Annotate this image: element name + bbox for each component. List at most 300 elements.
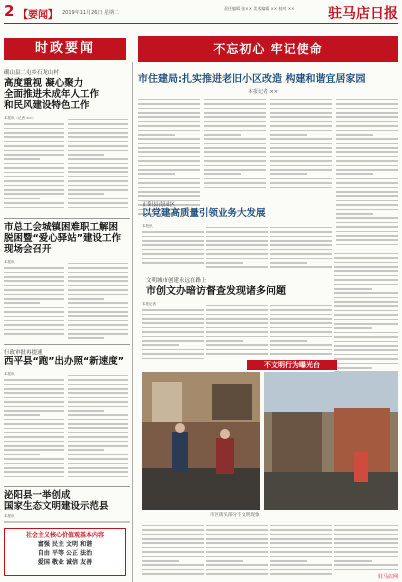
text-line <box>270 353 332 355</box>
text-line <box>336 112 398 114</box>
text-line <box>68 441 128 443</box>
article-3-body <box>142 224 204 268</box>
article-1-body <box>4 116 64 212</box>
article-6-body <box>4 372 64 482</box>
byline: 本报讯（记者 ××） <box>4 116 36 120</box>
article-1-kicker: 确山县二屯乡石龙山村 <box>4 70 60 76</box>
text-line <box>334 569 398 571</box>
text-line <box>334 547 398 549</box>
text-line <box>68 123 128 125</box>
text-line <box>68 294 128 296</box>
text-line <box>138 99 200 101</box>
text-line <box>336 108 398 110</box>
text-line <box>4 388 64 390</box>
text-line <box>334 363 398 365</box>
text-line <box>68 171 128 173</box>
text-line <box>4 207 64 209</box>
text-line <box>142 231 204 233</box>
text-line <box>68 307 128 309</box>
text-line <box>4 267 64 269</box>
article-2-body-col4 <box>336 96 398 246</box>
issue-date: 2019年11月26日 星期二 <box>62 10 120 16</box>
text-line <box>142 556 204 558</box>
text-line <box>68 333 128 335</box>
text-line <box>138 143 200 145</box>
text-line <box>334 564 398 566</box>
text-line <box>68 449 104 451</box>
text-line <box>334 551 398 553</box>
text-line <box>270 262 307 264</box>
text-line <box>4 163 64 165</box>
text-line <box>4 423 64 425</box>
text-line <box>204 151 266 153</box>
text-line <box>4 384 64 386</box>
text-line <box>270 125 332 127</box>
text-line <box>204 182 266 184</box>
text-line <box>204 165 266 167</box>
article-2-body-col2 <box>204 96 266 192</box>
text-line <box>206 236 268 238</box>
text-line <box>68 432 128 434</box>
text-line <box>334 327 372 329</box>
text-line <box>68 458 128 460</box>
text-line <box>270 322 332 324</box>
text-line <box>270 227 332 229</box>
text-line <box>270 266 332 268</box>
text-line <box>68 285 128 287</box>
text-line <box>334 332 398 334</box>
text-line <box>336 143 398 145</box>
text-line <box>270 182 332 184</box>
text-line <box>68 263 128 265</box>
article-5-kicker: 文明城市创建永远在路上 <box>146 278 207 284</box>
text-line <box>138 130 200 132</box>
column-divider <box>132 62 133 582</box>
text-line <box>334 266 398 268</box>
text-line <box>142 538 204 540</box>
text-line <box>68 476 128 478</box>
text-line <box>68 180 128 182</box>
article-5-body-bottom-2 <box>206 522 268 578</box>
text-line <box>4 145 64 147</box>
text-line <box>204 103 266 105</box>
text-line <box>270 112 332 114</box>
text-line <box>68 176 128 178</box>
text-line <box>334 257 398 259</box>
article-7-body <box>4 514 130 526</box>
text-line <box>270 331 332 333</box>
text-line <box>4 324 64 326</box>
text-line <box>334 284 398 286</box>
text-line <box>206 538 268 540</box>
text-line <box>138 195 200 197</box>
text-line <box>138 151 200 153</box>
text-line <box>4 141 64 143</box>
text-line <box>68 329 128 331</box>
text-line <box>204 99 266 101</box>
text-line <box>142 358 204 360</box>
text-line <box>336 209 398 211</box>
theme-banner: 不忘初心 牢记使命 <box>138 36 398 62</box>
text-line <box>68 397 128 399</box>
text-line <box>206 309 268 311</box>
text-line <box>4 289 64 291</box>
text-line <box>270 121 332 123</box>
text-line <box>142 253 204 255</box>
text-line <box>334 542 398 544</box>
text-line <box>270 249 332 251</box>
core-values-title: 社会主义核心价值观基本内容 <box>25 532 104 539</box>
text-line <box>334 367 372 369</box>
text-line <box>4 311 64 313</box>
text-line <box>4 172 64 174</box>
text-line <box>204 138 266 140</box>
text-line <box>68 320 128 322</box>
text-line <box>206 322 268 324</box>
text-line <box>270 340 307 342</box>
text-line <box>204 173 241 175</box>
text-line <box>4 379 64 381</box>
text-line <box>270 569 332 571</box>
text-line <box>270 253 332 255</box>
text-line <box>270 116 332 118</box>
article-5-body-bottom-4 <box>334 522 398 572</box>
text-line <box>4 454 40 456</box>
text-line <box>138 112 200 114</box>
text-line <box>4 302 40 304</box>
text-line <box>336 173 373 175</box>
text-line <box>204 121 266 123</box>
text-line <box>68 280 128 282</box>
text-line <box>68 445 128 447</box>
text-line <box>336 147 398 149</box>
text-line <box>334 556 398 558</box>
text-line <box>270 560 307 562</box>
text-line <box>4 410 64 412</box>
text-line <box>68 471 128 473</box>
text-line <box>270 547 332 549</box>
news-photo-2 <box>264 372 398 510</box>
text-line <box>4 476 64 478</box>
text-line <box>270 99 332 101</box>
text-line <box>336 239 398 241</box>
text-line <box>142 318 204 320</box>
article-4-title: 市总工会城镇困难职工解困 脱困暨“爱心驿站”建设工作 现场会召开 <box>4 222 121 255</box>
text-line <box>4 406 64 408</box>
text-line <box>138 134 175 136</box>
text-line <box>206 340 243 342</box>
text-line <box>68 150 128 152</box>
text-line <box>68 467 128 469</box>
text-line <box>334 534 398 536</box>
byline: 本报记者 <box>142 302 156 306</box>
text-line <box>4 176 64 178</box>
text-line <box>270 178 332 180</box>
article-3-kicker: 正阳县南园区 <box>142 202 176 208</box>
text-line <box>336 169 398 171</box>
text-line <box>142 569 204 571</box>
text-line <box>206 556 268 558</box>
text-line <box>68 132 128 134</box>
text-line <box>206 318 268 320</box>
text-line <box>142 525 204 527</box>
text-line <box>4 329 64 331</box>
text-line <box>4 414 40 416</box>
text-line <box>4 471 64 473</box>
text-line <box>68 207 128 209</box>
text-line <box>270 349 332 351</box>
text-line <box>336 134 373 136</box>
text-line <box>4 392 64 394</box>
text-line <box>336 213 373 215</box>
text-line <box>142 560 179 562</box>
text-line <box>270 240 332 242</box>
byline: 本报讯 <box>4 514 15 518</box>
article-5-body-col3 <box>270 302 332 356</box>
text-line <box>204 178 266 180</box>
text-line <box>206 249 268 251</box>
text-line <box>142 534 204 536</box>
text-line <box>68 337 104 339</box>
masthead: 驻马店日报 <box>328 6 398 22</box>
text-line <box>334 349 398 351</box>
text-line <box>206 547 268 549</box>
text-line <box>4 333 64 335</box>
text-line <box>138 121 200 123</box>
text-line <box>270 305 332 307</box>
text-line <box>68 384 128 386</box>
text-line <box>270 534 332 536</box>
text-line <box>68 410 104 412</box>
text-line <box>334 279 398 281</box>
text-line <box>68 463 128 465</box>
section-banner: 时政要闻 <box>4 38 126 60</box>
text-line <box>68 419 128 421</box>
text-line <box>68 289 128 291</box>
text-line <box>142 547 204 549</box>
text-line <box>4 202 64 204</box>
text-line <box>334 288 372 290</box>
text-line <box>4 467 64 469</box>
text-line <box>138 125 200 127</box>
text-line <box>68 119 128 121</box>
text-line <box>4 285 64 287</box>
text-line <box>334 319 398 321</box>
text-line <box>142 262 204 264</box>
divider <box>4 344 130 345</box>
text-line <box>336 200 398 202</box>
text-line <box>142 322 204 324</box>
article-5-body <box>142 302 204 364</box>
text-line <box>4 132 64 134</box>
article-3-body-col2 <box>206 224 268 268</box>
text-line <box>68 193 104 195</box>
text-line <box>336 182 398 184</box>
text-line <box>68 185 128 187</box>
article-2-body <box>138 96 200 216</box>
text-line <box>4 198 40 200</box>
text-line <box>142 564 204 566</box>
core-values-row: 自由 平等 公正 法治 <box>37 550 93 557</box>
text-line <box>4 320 64 322</box>
text-line <box>270 573 332 575</box>
text-line <box>270 236 332 238</box>
text-line <box>142 336 204 338</box>
text-line <box>336 156 398 158</box>
text-line <box>270 525 332 527</box>
article-7-title: 泌阳县一举创成 国家生态文明建设示范县 <box>4 490 109 512</box>
text-line <box>4 128 64 130</box>
text-line <box>4 298 64 300</box>
text-line <box>4 189 64 191</box>
text-line <box>142 340 204 342</box>
text-line <box>68 128 128 130</box>
text-line <box>270 538 332 540</box>
text-line <box>142 344 179 346</box>
text-line <box>138 156 200 158</box>
text-line <box>270 258 332 260</box>
text-line <box>334 270 398 272</box>
text-line <box>4 436 64 438</box>
text-line <box>138 182 200 184</box>
article-3-title: 以党建高质量引领业务大发展 <box>142 208 266 219</box>
article-5-title: 市创文办暗访督查发现诸多问题 <box>146 286 286 297</box>
text-line <box>142 331 204 333</box>
text-line <box>204 169 266 171</box>
text-line <box>334 262 398 264</box>
text-line <box>4 445 64 447</box>
text-line <box>142 573 204 575</box>
text-line <box>206 258 268 260</box>
article-6-body-col2 <box>68 372 128 482</box>
text-line <box>142 353 204 355</box>
text-line <box>4 272 64 274</box>
text-line <box>68 406 128 408</box>
text-line <box>138 169 200 171</box>
text-line <box>204 112 266 114</box>
text-line <box>334 345 398 347</box>
text-line <box>204 130 266 132</box>
article-6-kicker: 行政审批再提速 <box>4 350 43 356</box>
text-line <box>142 349 204 351</box>
text-line <box>142 249 204 251</box>
text-line <box>270 336 332 338</box>
text-line <box>138 178 200 180</box>
text-line <box>68 276 128 278</box>
text-line <box>270 173 307 175</box>
text-line <box>334 341 398 343</box>
text-line <box>334 525 398 527</box>
column-label: 不文明行为曝光台 <box>247 360 337 370</box>
text-line <box>4 154 64 156</box>
text-line <box>336 244 398 246</box>
article-5-body-col4 <box>334 250 398 380</box>
text-line <box>206 560 243 562</box>
photo-caption: 市区街头部分不文明现象 <box>210 513 260 518</box>
text-line <box>142 327 204 329</box>
text-line <box>270 314 332 316</box>
text-line <box>206 542 268 544</box>
text-line <box>4 419 64 421</box>
text-line <box>204 147 266 149</box>
text-line <box>138 103 200 105</box>
text-line <box>4 428 64 430</box>
text-line <box>270 156 332 158</box>
text-line <box>142 529 204 531</box>
text-line <box>336 160 398 162</box>
text-line <box>4 123 64 125</box>
text-line <box>334 253 398 255</box>
text-line <box>138 187 200 189</box>
text-line <box>270 160 332 162</box>
text-line <box>68 311 128 313</box>
text-line <box>206 231 268 233</box>
text-line <box>270 147 332 149</box>
text-line <box>270 556 332 558</box>
text-line <box>270 231 332 233</box>
text-line <box>204 116 266 118</box>
text-line <box>334 560 372 562</box>
text-line <box>336 138 398 140</box>
divider <box>4 218 130 219</box>
text-line <box>68 315 128 317</box>
text-line <box>336 235 398 237</box>
text-line <box>138 108 200 110</box>
text-line <box>4 441 64 443</box>
text-line <box>336 99 398 101</box>
text-line <box>336 217 398 219</box>
text-line <box>206 262 243 264</box>
text-line <box>4 307 64 309</box>
text-line <box>334 529 398 531</box>
text-line <box>68 167 128 169</box>
text-line <box>334 354 398 356</box>
text-line <box>68 379 128 381</box>
article-2-byline: 本报记者 ×× <box>248 89 278 95</box>
text-line <box>142 236 204 238</box>
text-line <box>4 167 64 169</box>
article-5-body-col2 <box>206 302 268 356</box>
text-line <box>334 310 398 312</box>
text-line <box>206 529 268 531</box>
text-line <box>334 314 398 316</box>
text-line <box>270 344 332 346</box>
text-line <box>206 336 268 338</box>
text-line <box>4 397 64 399</box>
text-line <box>142 309 204 311</box>
text-line <box>270 542 332 544</box>
byline: 本报讯 <box>4 260 15 264</box>
text-line <box>334 323 398 325</box>
text-line <box>334 358 398 360</box>
text-line <box>4 432 64 434</box>
text-line <box>4 280 64 282</box>
text-line <box>68 414 128 416</box>
text-line <box>336 103 398 105</box>
text-line <box>206 314 268 316</box>
article-2-title: 市住建局:扎实推进老旧小区改造 构建和谐宜居家园 <box>138 74 366 85</box>
text-line <box>270 103 332 105</box>
text-line <box>336 191 398 193</box>
text-line <box>68 141 128 143</box>
text-line <box>204 187 266 189</box>
text-line <box>142 240 204 242</box>
core-values-box <box>4 528 126 576</box>
text-line <box>4 180 64 182</box>
text-line <box>334 538 398 540</box>
article-3-body-col3 <box>270 224 332 268</box>
text-line <box>270 564 332 566</box>
